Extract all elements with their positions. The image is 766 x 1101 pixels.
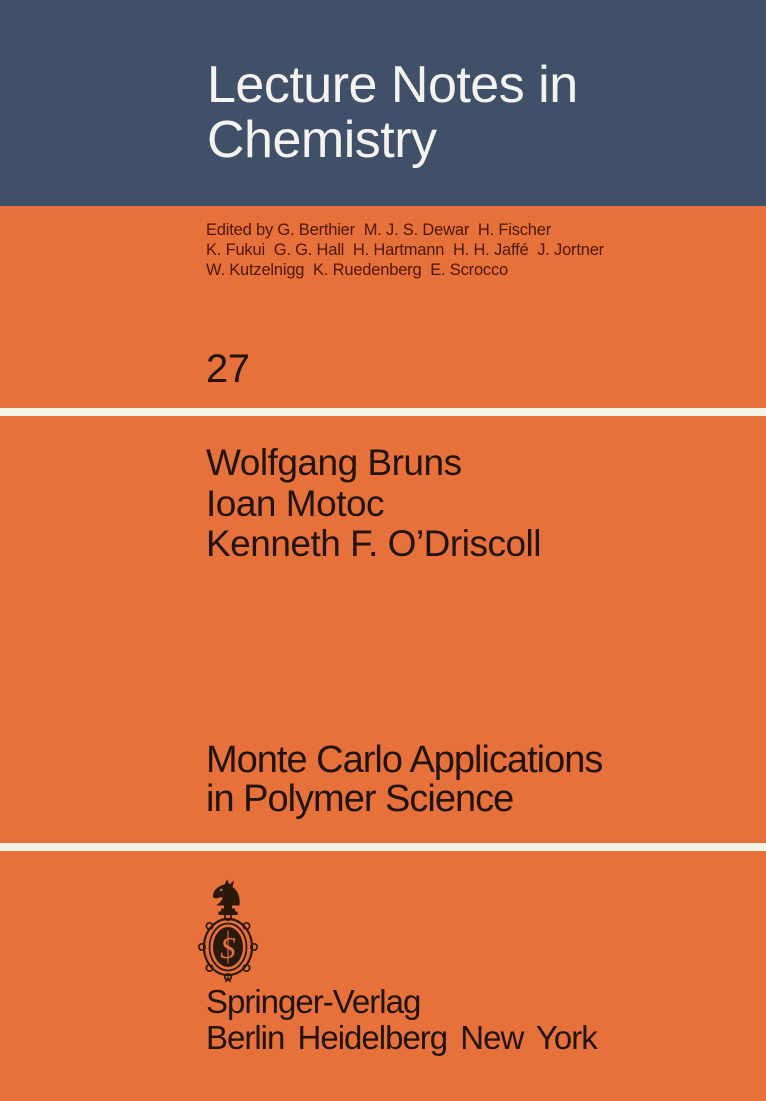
knight-eye [220, 889, 222, 891]
editors-list [206, 220, 604, 280]
series-header [0, 0, 766, 206]
editors-line: W. Kutzelnigg K. Ruedenberg E. Scrocco [206, 261, 508, 279]
divider-band-top [0, 408, 766, 416]
series-title [207, 58, 578, 168]
author-name: Wolfgang Bruns [206, 442, 462, 483]
authors-block [206, 443, 541, 565]
springer-logo [193, 878, 263, 984]
series-title-line: Lecture Notes in [207, 56, 578, 114]
logo-letter: S [220, 930, 236, 965]
divider-band-bottom [0, 843, 766, 851]
editors-line: Edited by G. Berthier M. J. S. Dewar H. Fischer [206, 221, 552, 239]
book-title-line: in Polymer Science [206, 778, 514, 820]
book-title [206, 741, 602, 819]
author-name: Ioan Motoc [206, 482, 385, 524]
springer-knight-medallion-icon [193, 878, 263, 984]
knight-pedestal [219, 906, 238, 916]
volume-number: 27 [206, 347, 250, 391]
series-title-line: Chemistry [207, 111, 437, 169]
publisher-cities: Berlin Heidelberg New York [206, 1018, 597, 1056]
knight-icon [213, 880, 240, 906]
editors-line: K. Fukui G. G. Hall H. Hartmann H. H. Jaffé J. Jortner [206, 241, 604, 259]
author-name: Kenneth F. O’Driscoll [206, 523, 541, 564]
publisher-block [206, 984, 597, 1055]
book-title-line: Monte Carlo Applications [206, 739, 603, 781]
publisher-name: Springer-Verlag [206, 983, 421, 1020]
